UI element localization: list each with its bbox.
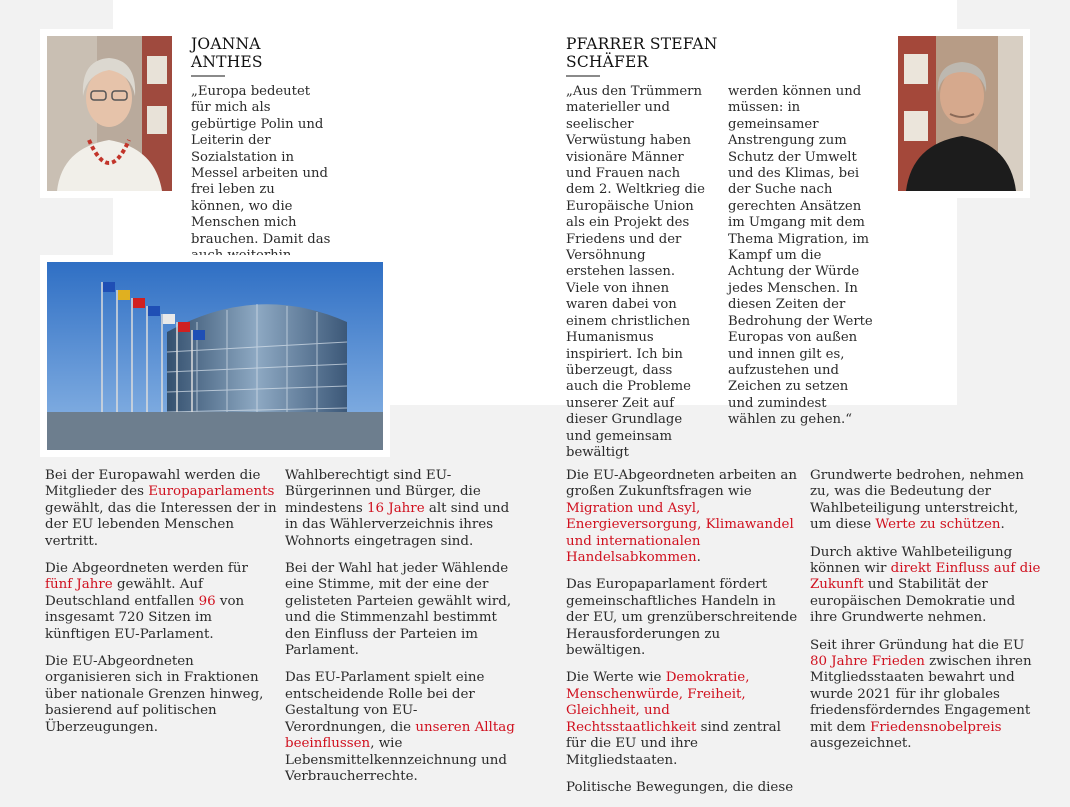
quote-joanna-anthes: „Europa bedeutet für mich als gebürtige Polin und Leiterin der Sozialstation in Messel arbeiten und frei leben zu können, wo die Menschen mich brauchen. Damit das	[191, 84, 331, 247]
name-underline-rule	[191, 75, 225, 77]
body-text: Die Werte wie	[566, 670, 666, 686]
profile-name-joanna-anthes: JOANNA ANTHES	[191, 35, 263, 71]
highlighted-text: direkt Einfluss auf die Zukunft	[810, 561, 1041, 593]
column-3-paragraph-4	[566, 780, 798, 796]
portrait-man-gray-hair-icon	[898, 36, 1023, 191]
body-text: Bei der Wahl hat jeder Wählende eine Stimme, mit der eine der gelisteten Parteien gewählt wird, und die Stimmenzahl bestimmt den Einfluss der Parteien im Parlament.	[285, 561, 512, 659]
body-text: Durch aktive Wahlbeteiligung können wir	[810, 544, 1013, 577]
column-2-paragraph-2	[285, 561, 517, 659]
column-1-paragraph-1	[45, 468, 277, 550]
highlighted-text: 96	[198, 593, 216, 609]
european-parliament-photo-frame	[40, 255, 390, 457]
body-text: zwischen ihren Mitgliedsstaaten bewahrt und wurde 2021 für ihr globales friedensförderndes Engagement mit dem	[810, 654, 1032, 735]
profile-name-stefan-schaefer: PFARRER STEFAN SCHÄFER	[566, 35, 718, 71]
body-text: .	[696, 550, 701, 566]
body-text: Seit ihrer Gründung hat die EU	[810, 637, 1025, 653]
body-text: , wie Lebensmittelkennzeichnung und Verbraucherrechte.	[285, 736, 507, 784]
column-3-paragraph-3	[566, 670, 798, 768]
highlighted-text: 16 Jahre	[367, 500, 425, 516]
text-column-3	[566, 468, 798, 807]
highlighted-text: 80 Jahre Frieden	[810, 654, 925, 670]
body-text: Die EU-Abgeordneten organisieren sich in Fraktionen über nationale Grenzen hinweg, basierend auf politischen Überzeugungen.	[45, 654, 264, 735]
column-1-paragraph-2	[45, 561, 277, 643]
portrait-woman-gray-hair-icon	[47, 36, 172, 191]
body-text: von insgesamt 720 Sitzen im künftigen EU-Parlament.	[45, 593, 245, 642]
text-column-4	[810, 468, 1042, 764]
column-4-paragraph-2	[810, 545, 1042, 627]
highlighted-text: unseren Alltag beeinflussen	[285, 719, 515, 752]
body-text: Das Europaparlament fördert gemeinschaftliches Handeln in der EU, um grenzüberschreitende Herausforderungen zu bewältigen.	[566, 577, 798, 659]
body-text: Wahlberechtigt sind EU-Bürgerinnen und Bürger, die mindestens	[285, 468, 481, 516]
highlighted-text: Werte zu schützen	[875, 517, 1001, 533]
stefan-schaefer-photo-frame	[891, 29, 1030, 198]
body-text: Die Abgeordneten werden für	[45, 561, 248, 577]
column-2-paragraph-3	[285, 670, 517, 785]
body-text: sind zentral für die EU und ihre Mitgliedstaaten.	[566, 719, 781, 768]
body-text: ausgezeichnet.	[810, 736, 912, 752]
quote-stefan-schaefer-part2: werden können und müssen: in gemeinsamer Anstrengung zum Schutz der Umwelt und des Klimas, bei der Suche nach gerechten Ansätzen im Umgang mit dem Thema Migration, im Kampf um die Achtung der Würde jedes Menschen. In diesen Zeiten der Bedrohung der Werte Europas von außen und innen gilt es, aufzustehen und Zeichen zu setzen und zumindest wählen zu gehen.“	[728, 84, 873, 428]
body-text: Grundwerte bedrohen, nehmen zu, was die Bedeutung der Wahlbeteiligung unterstreicht, um diese	[810, 468, 1024, 533]
column-3-paragraph-2	[566, 577, 798, 659]
column-4-paragraph-3	[810, 638, 1042, 753]
body-text: Das EU-Parlament spielt eine entscheidende Rolle bei der Gestaltung von EU-Verordnungen, die	[285, 670, 485, 735]
body-text: und Stabilität der europäischen Demokratie und ihre Grundwerte nehmen.	[810, 577, 1016, 626]
highlighted-text: Europaparlaments	[148, 484, 275, 500]
body-text: gewählt. Auf Deutschland entfallen	[45, 577, 203, 609]
joanna-anthes-photo-frame	[40, 29, 179, 198]
highlighted-text: Friedensnobelpreis	[870, 719, 1002, 735]
column-2-paragraph-1	[285, 468, 517, 550]
text-column-1	[45, 468, 277, 747]
body-text: Die EU-Abgeordneten arbeiten an großen Zukunftsfragen wie	[566, 468, 798, 500]
name-underline-rule	[566, 75, 600, 77]
column-3-paragraph-1	[566, 468, 798, 566]
highlighted-text: fünf Jahre	[45, 577, 113, 593]
body-text: alt sind und in das Wählerverzeichnis ihres Wohnorts eingetragen sind.	[285, 500, 510, 549]
body-text: .	[1000, 517, 1005, 533]
text-column-2	[285, 468, 517, 796]
quote-stefan-schaefer-part1: „Aus den Trümmern materieller und seelischer Verwüstung haben visionäre Männer und Frauen nach dem 2. Weltkrieg die Europäische Union als ein Projekt des Friedens und der Versöhnung erstehen lassen. Viele von ihnen waren dabei von einem christlichen Humanismus inspiriert. Ich bin überzeugt, dass auch die Probleme unserer Zeit auf dieser Grundlage und gemeinsam bewältigt	[566, 84, 705, 460]
european-parliament-building-icon	[47, 262, 383, 450]
body-text: gewählt, das die Interessen der in der EU lebenden Menschen vertritt.	[45, 500, 277, 549]
body-text: Bei der Europawahl werden die Mitglieder des	[45, 468, 261, 500]
highlighted-text: Migration und Asyl, Energieversorgung, Klimawandel und internationalen Handelsabkommen	[566, 500, 794, 566]
column-4-paragraph-1	[810, 468, 1042, 534]
column-1-paragraph-3	[45, 654, 277, 736]
highlighted-text: Demokratie, Menschenwürde, Freiheit, Gleichheit, und Rechtsstaatlichkeit	[566, 670, 750, 735]
body-text: Politische Bewegungen, die diese	[566, 779, 794, 795]
